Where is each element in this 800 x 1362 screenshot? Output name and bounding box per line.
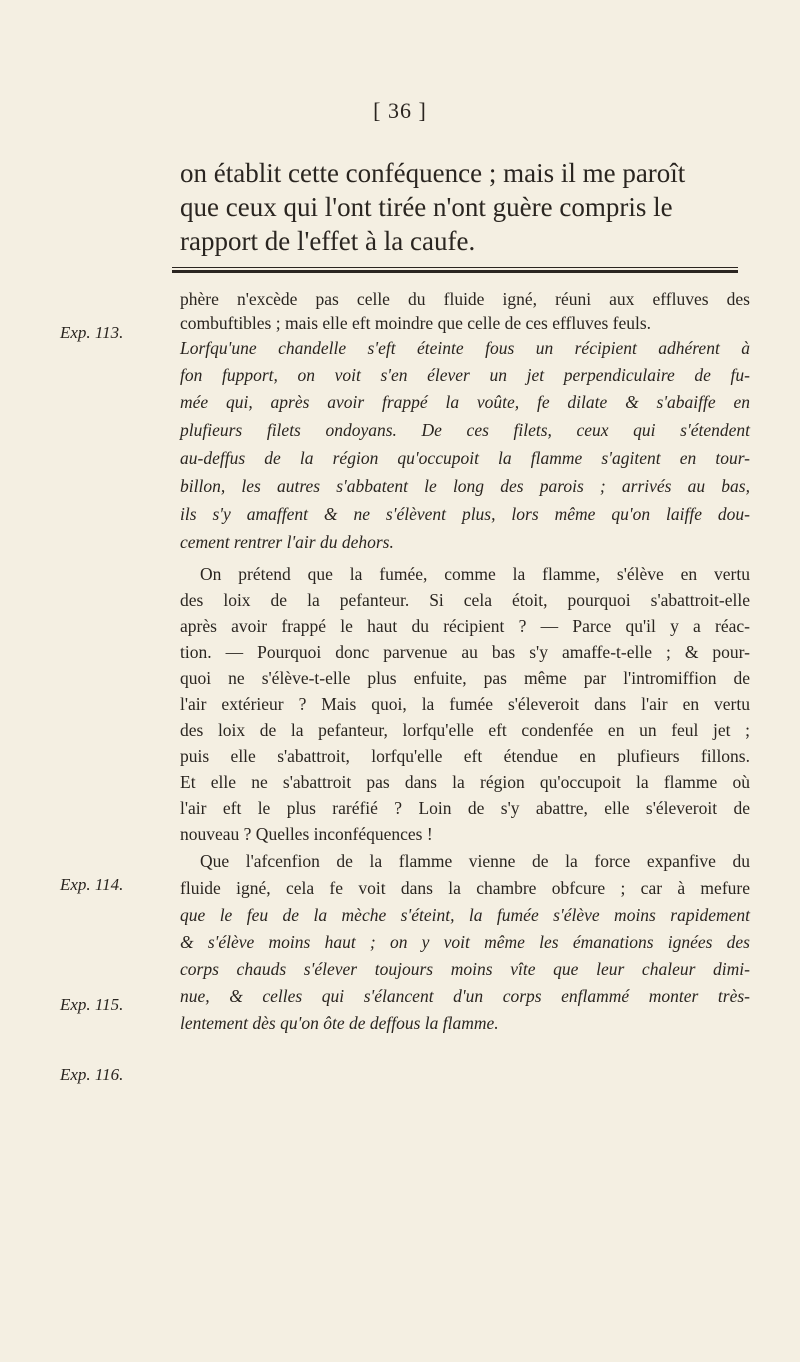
text-line: lentement dès qu'on ôte de deffous la flamme. xyxy=(180,1013,499,1033)
text-line: Que l'afcenfion de la flamme vienne de la force expanfive du xyxy=(200,851,750,871)
text-line: puis elle s'abattroit, lorfqu'elle eft étendue en plufieurs fillons. xyxy=(180,746,750,766)
text-line: l'air extérieur ? Mais quoi, la fumée s'éleveroit dans l'air en vertu xyxy=(180,694,750,714)
margin-note: Exp. 113. xyxy=(60,323,124,342)
page-number: [ 36 ] xyxy=(373,98,427,123)
text-line: fon fupport, on voit s'en élever un jet perpendiculaire de fu- xyxy=(180,365,750,385)
text-line: corps chauds s'élever toujours moins vîte que leur chaleur dimi- xyxy=(180,959,750,979)
text-line: plufieurs filets ondoyans. De ces filets, ceux qui s'étendent xyxy=(180,420,750,440)
text-line: Lorfqu'une chandelle s'eft éteinte fous un récipient adhérent à xyxy=(180,338,750,358)
text-line: rapport de l'effet à la caufe. xyxy=(180,226,476,256)
margin-note: Exp. 115. xyxy=(60,995,124,1014)
divider-rule xyxy=(172,270,738,273)
divider-rule xyxy=(172,267,738,268)
text-line: que ceux qui l'ont tirée n'ont guère compris le xyxy=(180,192,673,222)
text-line: quoi ne s'élève-t-elle plus enfuite, pas même par l'intromiffion de xyxy=(180,668,750,688)
text-line: combuftibles ; mais elle eft moindre que celle de ces effluves feuls. xyxy=(180,313,652,333)
text-line: des loix de la pefanteur, lorfqu'elle eft condenfée en un feul jet ; xyxy=(180,720,750,740)
text-line: tion. — Pourquoi donc parvenue au bas s'y amaffe-t-elle ; & pour- xyxy=(180,642,750,662)
text-line: on établit cette conféquence ; mais il me paroît xyxy=(180,158,686,188)
text-line: ils s'y amaffent & ne s'élèvent plus, lors même qu'on laiffe dou- xyxy=(180,504,750,524)
text-line: billon, les autres s'abbatent le long des parois ; arrivés au bas, xyxy=(180,476,750,496)
margin-note: Exp. 114. xyxy=(60,875,124,894)
text-line: phère n'excède pas celle du fluide igné, réuni aux effluves des xyxy=(180,289,750,309)
text-line: cement rentrer l'air du dehors. xyxy=(180,532,394,552)
text-line: & s'élève moins haut ; on y voit même les émanations ignées des xyxy=(180,932,750,952)
text-line: Et elle ne s'abattroit pas dans la région qu'occupoit la flamme où xyxy=(180,772,750,792)
text-line: fluide igné, cela fe voit dans la chambre obfcure ; car à mefure xyxy=(180,878,750,898)
text-line: au-deffus de la région qu'occupoit la flamme s'agitent en tour- xyxy=(180,448,750,468)
text-line: après avoir frappé le haut du récipient ? — Parce qu'il y a réac- xyxy=(180,616,750,636)
text-line: On prétend que la fumée, comme la flamme, s'élève en vertu xyxy=(200,564,750,584)
text-line: nue, & celles qui s'élancent d'un corps enflammé monter très- xyxy=(180,986,750,1006)
text-line: mée qui, après avoir frappé la voûte, fe dilate & s'abaiffe en xyxy=(180,392,750,412)
margin-note: Exp. 116. xyxy=(60,1065,124,1084)
text-line: que le feu de la mèche s'éteint, la fumée s'élève moins rapidement xyxy=(180,905,750,925)
text-line: l'air eft le plus raréfié ? Loin de s'y abattre, elle s'éleveroit de xyxy=(180,798,750,818)
text-line: nouveau ? Quelles inconféquences ! xyxy=(180,824,433,844)
text-line: des loix de la pefanteur. Si cela étoit, pourquoi s'abattroit-elle xyxy=(180,590,750,610)
